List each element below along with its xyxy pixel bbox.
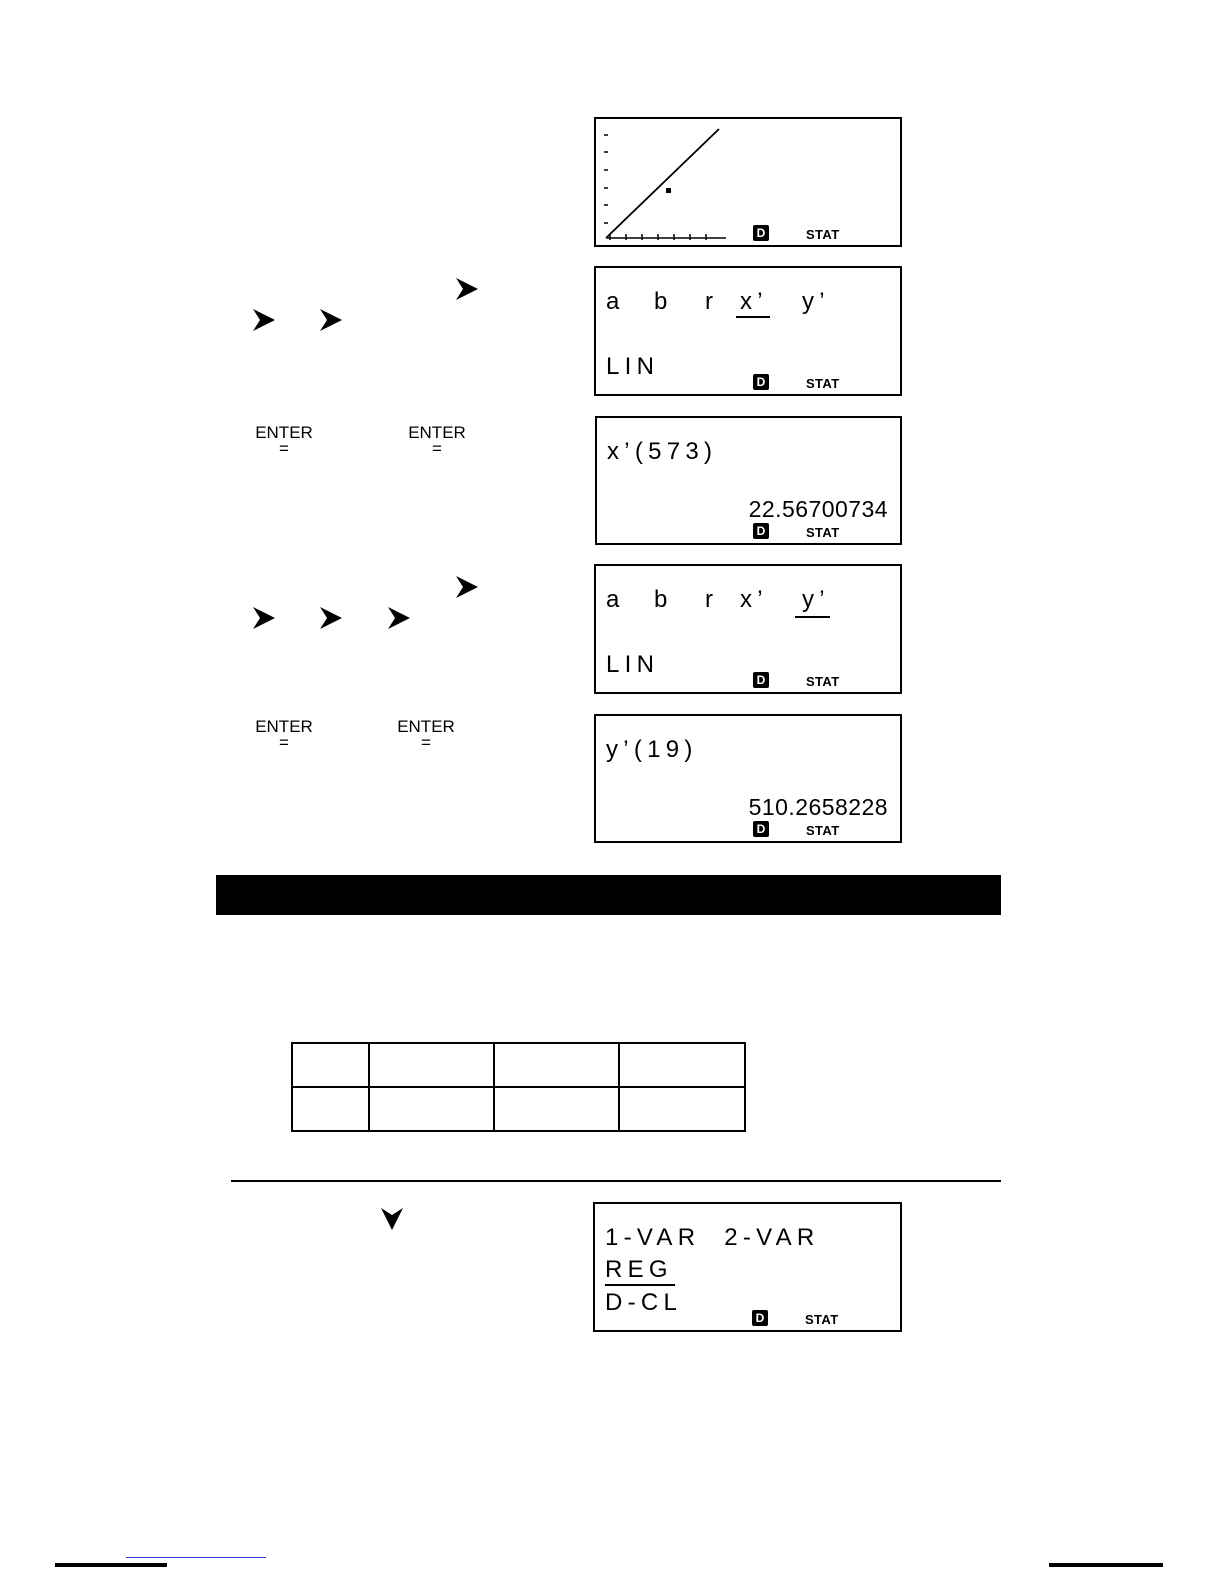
menu-item-x-prime: x’ [740,586,768,613]
table-cell [494,1087,619,1131]
footer-right-mark [1049,1563,1163,1567]
selection-underline [736,316,770,318]
table-cell [292,1087,369,1131]
lcd-result-y-screen [594,714,902,843]
menu-item-y-prime: y’ [802,586,830,613]
menu-item-a: a [606,586,625,613]
selection-underline [795,616,830,618]
data-table [291,1042,746,1132]
degree-indicator: D [753,821,769,837]
stat-indicator: STAT [806,376,840,391]
right-arrow-icon [251,605,277,631]
equals-key-label: = [279,733,289,752]
result-value: 22.56700734 [748,496,888,522]
right-arrow-icon [454,276,480,302]
regression-line [606,129,719,238]
right-arrow-icon [251,307,277,333]
degree-indicator: D [752,1310,768,1326]
stat-indicator: STAT [806,525,840,540]
enter-key [251,425,317,457]
enter-key [251,719,317,751]
degree-indicator: D [753,225,769,241]
lcd-reg-menu-x-screen [594,266,902,396]
equals-key-label: = [432,439,442,458]
table-cell [292,1043,369,1087]
stat-indicator: STAT [806,674,840,689]
lcd-reg-menu-y-screen [594,564,902,694]
menu-item-b: b [654,586,673,613]
regression-mode: LIN [606,353,660,380]
enter-key-label: ENTER [255,423,313,442]
regression-mode: LIN [606,651,660,678]
enter-key [404,425,470,457]
equals-key-label: = [421,733,431,752]
footer-link-underline [126,1557,266,1558]
regression-graph [596,119,900,245]
expression-line: x’(573) [607,438,718,465]
degree-indicator: D [753,523,769,539]
table-cell [369,1087,494,1131]
selection-underline [605,1284,675,1286]
enter-key-label: ENTER [255,717,313,736]
menu-item-r: r [705,288,719,315]
stat-indicator: STAT [806,227,840,242]
lcd-graph-screen [594,117,902,247]
right-arrow-icon [318,605,344,631]
table-cell [494,1043,619,1087]
right-arrow-icon [318,307,344,333]
stat-menu-row-1: 1-VAR 2-VAR [605,1224,820,1251]
divider-line [231,1180,1001,1182]
menu-item-y-prime: y’ [802,288,830,315]
menu-item-r: r [705,586,719,613]
expression-line: y’(19) [606,736,698,763]
stat-menu-row-3: D-CL [605,1289,683,1316]
stat-indicator: STAT [806,823,840,838]
section-header-bar [216,875,1001,915]
footer-left-mark [55,1563,167,1567]
menu-item-a: a [606,288,625,315]
table-row [292,1087,745,1131]
table-cell [369,1043,494,1087]
enter-key-label: ENTER [397,717,455,736]
menu-item-x-prime: x’ [740,288,768,315]
lcd-result-x-screen [595,416,902,545]
right-arrow-icon [386,605,412,631]
table-row [292,1043,745,1087]
degree-indicator: D [753,672,769,688]
menu-item-b: b [654,288,673,315]
stat-indicator: STAT [805,1312,839,1327]
equals-key-label: = [279,439,289,458]
down-arrow-icon [379,1206,405,1232]
degree-indicator: D [753,374,769,390]
right-arrow-icon [454,574,480,600]
data-point [666,188,671,193]
result-value: 510.2658228 [748,794,888,820]
table-cell [619,1043,745,1087]
stat-menu-row-2: REG [605,1256,673,1283]
enter-key [393,719,459,751]
lcd-stat-menu-screen [593,1202,902,1332]
enter-key-label: ENTER [408,423,466,442]
table-cell [619,1087,745,1131]
